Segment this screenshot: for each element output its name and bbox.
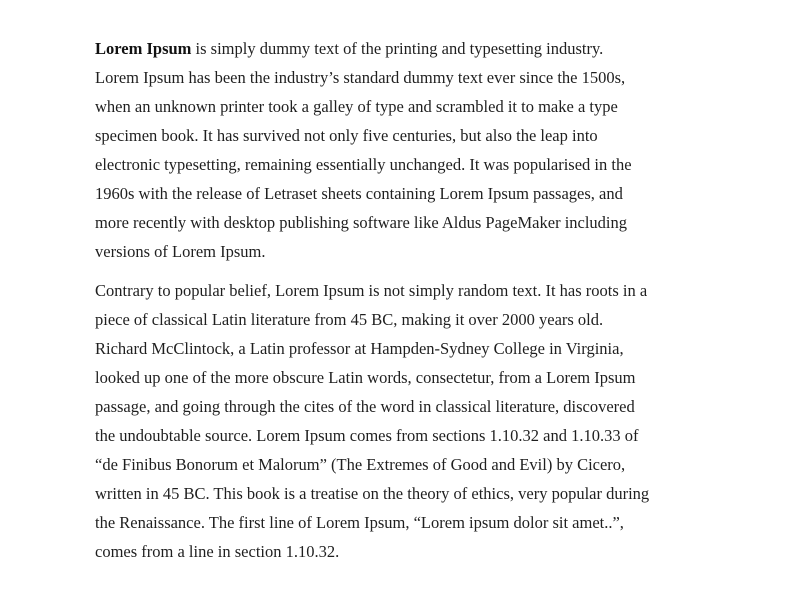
intro-body-text: Lorem Ipsum has been the industry’s standard dummy text ever since the 1500s, when an unknown printer took a galley of type and scrambled it to make a type specimen book. It has survived not only five centuries, but also the leap into electronic typesetting, remaining essentially unchanged. It was popularised in the 1960s with the release of Letraset sheets containing Lorem Ipsum passages, and more recently with desktop publishing software like Aldus PageMaker including versions of Lorem Ipsum. <box>95 68 632 261</box>
intro-first-line: is simply dummy text of the printing and typesetting industry. <box>191 39 604 58</box>
paragraph-intro <box>95 34 655 266</box>
origin-body-text: Contrary to popular belief, Lorem Ipsum is not simply random text. It has roots in a piece of classical Latin literature from 45 BC, making it over 2000 years old. Richard McClintock, a Latin professor at Hampden-Sydney College in Virginia, looked up one of the more obscure Latin words, consectetur, from a Lorem Ipsum passage, and going through the cites of the word in classical literature, discovered the undoubtable source. Lorem Ipsum comes from sections 1.10.32 and 1.10.33 of “de Finibus Bonorum et Malorum” (The Extremes of Good and Evil) by Cicero, written in 45 BC. This book is a treatise on the theory of ethics, very popular during the Renaissance. The first line of Lorem Ipsum, “Lorem ipsum dolor sit amet..”, comes from a line in section 1.10.32. <box>95 281 650 561</box>
lead-term: Lorem Ipsum <box>95 39 192 58</box>
paragraph-origin <box>95 276 655 566</box>
document-body <box>95 34 655 576</box>
